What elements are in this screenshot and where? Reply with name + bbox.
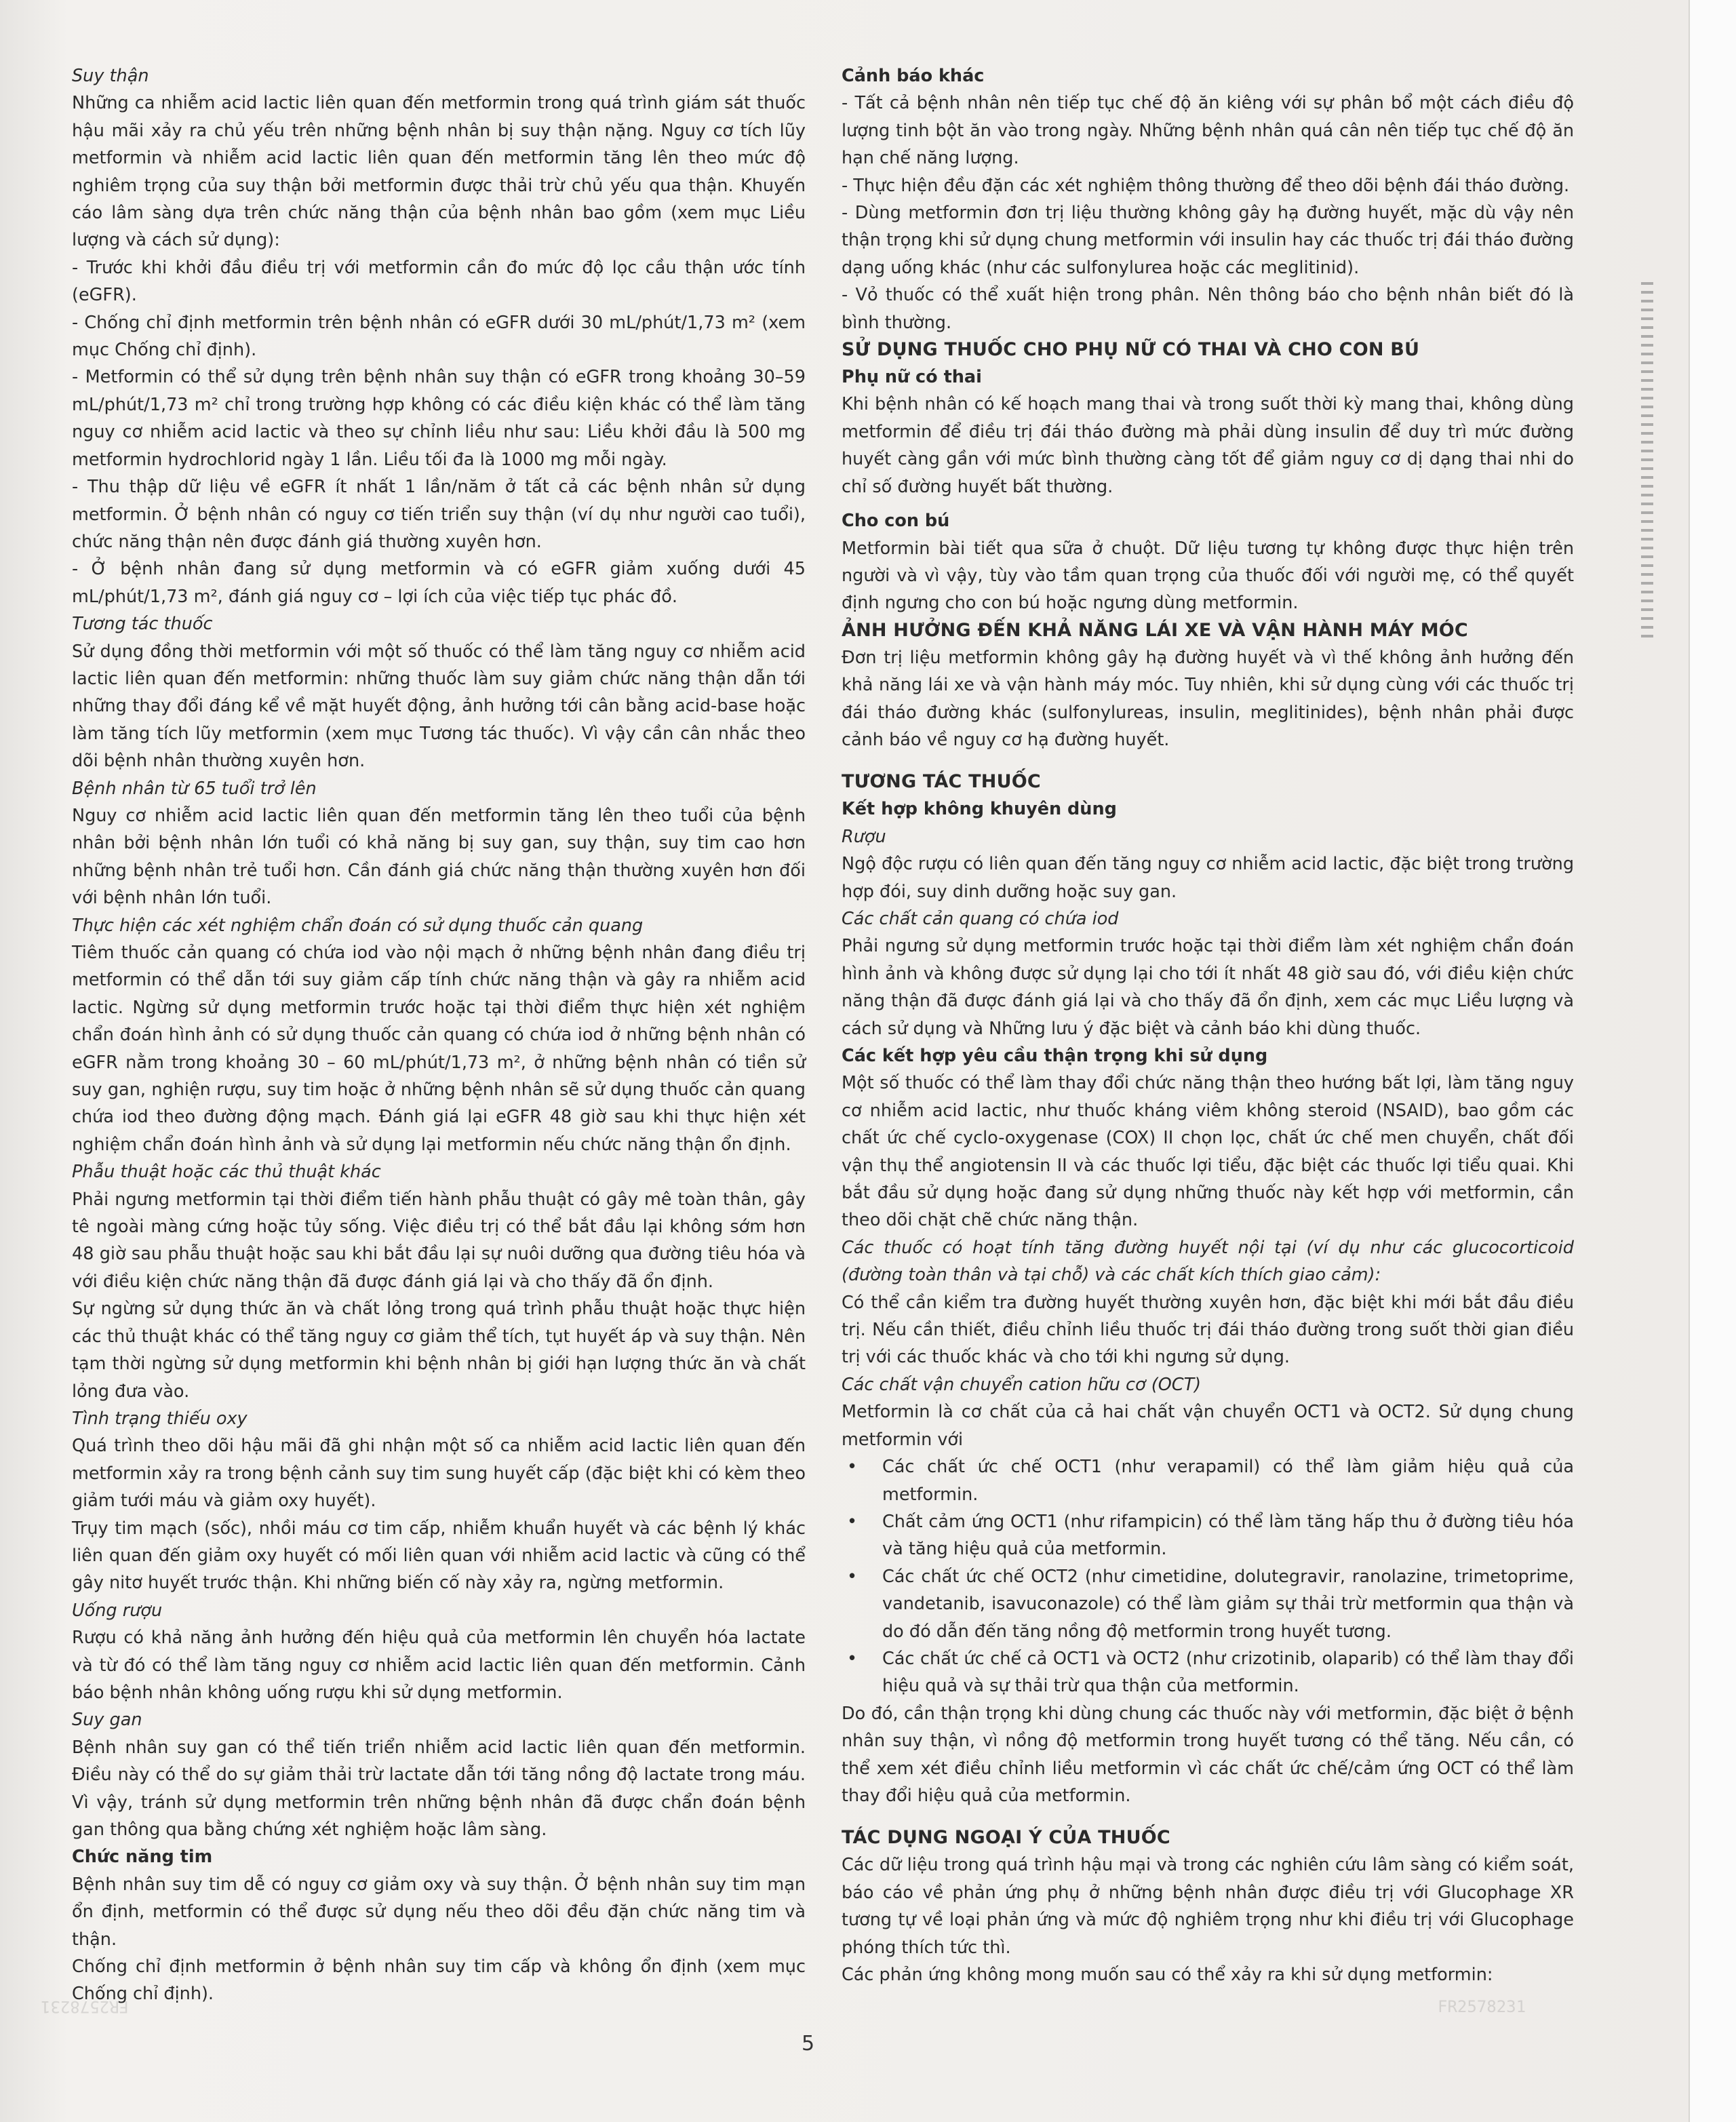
heading-uong-ruou: Uống rượu — [72, 1600, 163, 1621]
heading-chuc-nang-tim: Chức năng tim — [72, 1847, 213, 1868]
paragraph: Phải ngưng sử dụng metformin trước hoặc tại thời điểm làm xét nghiệm chẩn đoán hình ảnh và không được sử dụng lại cho tới ít nhất 48 giờ sau đó, với điều kiện chức năng thận đã được đánh giá lại và cho thấy đã ổn định, xem các mục Liều lượng và cách sử dụng và Những lưu ý đặc biệt và cảnh báo khi dùng thuốc. — [842, 936, 1574, 1039]
heading-can-quang-iod: Các chất cản quang có chứa iod — [842, 908, 1119, 929]
bullet-item — [842, 1563, 1574, 1645]
heading-cao-tuoi: Bệnh nhân từ 65 tuổi trở lên — [72, 778, 317, 799]
bullet-item — [842, 1508, 1574, 1563]
heading-tuong-tac: Tương tác thuốc — [72, 614, 213, 635]
bullet-text: Các chất ức chế OCT1 (như verapamil) có thể làm giảm hiệu quả của metformin. — [882, 1457, 1574, 1505]
paragraph: - Trước khi khởi đầu điều trị với metformin cần đo mức độ lọc cầu thận ước tính (eGFR). — [72, 257, 806, 306]
paragraph: Các phản ứng không mong muốn sau có thể xảy ra khi sử dụng metformin: — [842, 1965, 1493, 1985]
paragraph: - Thu thập dữ liệu về eGFR ít nhất 1 lần/năm ở tất cả các bệnh nhân sử dụng metformin. Ở bệnh nhân có nguy cơ tiến triển suy thận (ví dụ như người cao tuổi), chức năng thận nên được đánh giá thường xuyên hơn. — [72, 477, 806, 552]
paragraph: Khi bệnh nhân có kế hoạch mang thai và trong suốt thời kỳ mang thai, không dùng metformin để điều trị đái tháo đường mà phải dùng insulin để duy trì mức đường huyết càng gần với mức bình thường càng tốt để giảm nguy cơ dị dạng thai nhi do chỉ số đường huyết bất thường. — [842, 394, 1574, 497]
heading-ket-hop-khong-khuyen: Kết hợp không khuyên dùng — [842, 799, 1117, 820]
heading-phau-thuat: Phẫu thuật hoặc các thủ thuật khác — [72, 1162, 381, 1183]
section-title-tuong-tac: TƯƠNG TÁC THUỐC — [842, 771, 1041, 793]
heading-thieu-oxy: Tình trạng thiếu oxy — [72, 1408, 248, 1429]
paragraph: Ngộ độc rượu có liên quan đến tăng nguy cơ nhiễm acid lactic, đặc biệt trong trường hợp đói, suy dinh dưỡng hoặc suy gan. — [842, 854, 1574, 902]
paragraph: - Ở bệnh nhân đang sử dụng metformin và có eGFR giảm xuống dưới 45 mL/phút/1,73 m², đánh giá nguy cơ – lợi ích của việc tiếp tục phác đồ. — [72, 559, 806, 607]
paragraph: Nguy cơ nhiễm acid lactic liên quan đến metformin tăng lên theo tuổi của bệnh nhân bởi bệnh nhân lớn tuổi có khả năng bị suy gan, suy thận, suy tim cao hơn những bệnh nhân trẻ tuổi hơn. Cần đánh giá chức năng thận thường xuyên hơn đối với bệnh nhân lớn tuổi. — [72, 805, 806, 909]
paragraph: Những ca nhiễm acid lactic liên quan đến metformin trong quá trình giám sát thuốc hậu mãi xảy ra chủ yếu trên những bệnh nhân bị suy thận nặng. Nguy cơ tích lũy metformin và nhiễm acid lactic liên quan đến metformin tăng lên theo mức độ nghiêm trọng của suy thận bởi metformin được thải trừ chủ yếu qua thận. Khuyến cáo lâm sàng dựa trên chức năng thận của bệnh nhân bao gồm (xem mục Liều lượng và cách sử dụng): — [72, 93, 806, 251]
bullet-text: Các chất ức chế cả OCT1 và OCT2 (như crizotinib, olaparib) có thể làm thay đổi hiệu quả và sự thải trừ qua thận của metformin. — [882, 1648, 1574, 1697]
paragraph: Chống chỉ định metformin ở bệnh nhân suy tim cấp và không ổn định (xem mục Chống chỉ định). — [72, 1957, 806, 2005]
paragraph: Rượu có khả năng ảnh hưởng đến hiệu quả của metformin lên chuyển hóa lactate và từ đó có thể làm tăng nguy cơ nhiễm acid lactic liên quan đến metformin. Cảnh báo bệnh nhân không uống rượu khi sử dụng metformin. — [72, 1628, 806, 1703]
paragraph: Trụy tim mạch (sốc), nhồi máu cơ tim cấp, nhiễm khuẩn huyết và các bệnh lý khác liên quan đến giảm oxy huyết có mối liên quan với nhiễm acid lactic và cũng có thể gây nitơ huyết trước thận. Khi những biến cố này xảy ra, ngừng metformin. — [72, 1518, 806, 1594]
heading-can-quang: Thực hiện các xét nghiệm chẩn đoán có sử dụng thuốc cản quang — [72, 915, 644, 936]
ghost-code-left: FR2578231 — [41, 1997, 130, 2016]
paragraph: Có thể cần kiểm tra đường huyết thường xuyên hơn, đặc biệt khi mới bắt đầu điều trị. Nếu cần thiết, điều chỉnh liều thuốc trị đái tháo đường trong suốt thời gian điều trị với các thuốc khác và cho tới khi ngưng sử dụng. — [842, 1292, 1574, 1368]
left-column — [72, 62, 806, 2008]
heading-ruou: Rượu — [842, 826, 886, 847]
paragraph: Bệnh nhân suy gan có thể tiến triển nhiễm acid lactic liên quan đến metformin. Điều này có thể do sự giảm thải trừ lactate dẫn tới tăng nồng độ lactate trong máu. Vì vậy, tránh sử dụng metformin trên những bệnh nhân đã được chẩn đoán bệnh gan thông qua bằng chứng xét nghiệm hoặc lâm sàng. — [72, 1737, 806, 1840]
paragraph: Sử dụng đồng thời metformin với một số thuốc có thể làm tăng nguy cơ nhiễm acid lactic liên quan đến metformin: những thuốc làm suy giảm chức năng thận dẫn tới những thay đổi đáng kể về mặt huyết động, ảnh hưởng tới cân bằng acid-base hoặc làm tăng tích lũy metformin (xem mục Tương tác thuốc). Vì vậy cần cân nhắc theo dõi bệnh nhân thường xuyên hơn. — [72, 641, 806, 772]
paragraph: Một số thuốc có thể làm thay đổi chức năng thận theo hướng bất lợi, làm tăng nguy cơ nhiễm acid lactic, như thuốc kháng viêm không steroid (NSAID), bao gồm các chất ức chế cyclo-oxygenase (COX) II chọn lọc, chất ức chế men chuyển, chất đối vận thụ thể angiotensin II và các thuốc lợi tiểu, đặc biệt các thuốc lợi tiểu quai. Khi bắt đầu sử dụng hoặc đang sử dụng những thuốc này kết hợp với metformin, cần theo dõi chặt chẽ chức năng thận. — [842, 1073, 1574, 1231]
heading-cho-con-bu: Cho con bú — [842, 511, 950, 532]
ghost-code-right: FR2578231 — [1438, 1997, 1526, 2016]
heading-tang-duong-huyet: Các thuốc có hoạt tính tăng đường huyết nội tại (ví dụ như các glucocorticoid (đường toàn thân và tại chỗ) và các chất kích thích giao cảm): — [842, 1237, 1574, 1286]
paper-edge — [1689, 0, 1736, 2122]
paragraph: Các dữ liệu trong quá trình hậu mại và trong các nghiên cứu lâm sàng có kiểm soát, báo cáo về phản ứng phụ ở những bệnh nhân được điều trị với Glucophage XR tương tự về loại phản ứng và mức độ nghiêm trọng như khi điều trị với Glucophage phóng thích tức thì. — [842, 1855, 1574, 1958]
bullet-glyph: • — [847, 1511, 858, 1532]
bullet-glyph: • — [847, 1566, 858, 1587]
bullet-item — [842, 1645, 1574, 1700]
page-number: 5 — [802, 2032, 815, 2056]
paragraph: - Metformin có thể sử dụng trên bệnh nhân suy thận có eGFR trong khoảng 30–59 mL/phút/1,73 m² chỉ trong trường hợp không có các điều kiện khác có thể làm tăng nguy cơ nhiễm acid lactic và theo sự chỉnh liều như sau: Liều khởi đầu là 500 mg metformin hydrochlorid ngày 1 lần. Liều tối đa là 1000 mg mỗi ngày. — [72, 367, 806, 470]
paragraph: Metformin bài tiết qua sữa ở chuột. Dữ liệu tương tự không được thực hiện trên người và vì vậy, tùy vào tầm quan trọng của thuốc đối với người mẹ, có thể quyết định ngưng cho con bú hoặc ngưng dùng metformin. — [842, 538, 1574, 614]
heading-suy-than: Suy thận — [72, 66, 149, 86]
paragraph: Đơn trị liệu metformin không gây hạ đường huyết và vì thế không ảnh hưởng đến khả năng lái xe và vận hành máy móc. Tuy nhiên, khi sử dụng cùng với các thuốc trị đái tháo đường khác (sulfonylureas, insulin, meglitinides), bệnh nhân phải được cảnh báo về nguy cơ hạ đường huyết. — [842, 647, 1574, 750]
paragraph: Phải ngưng metformin tại thời điểm tiến hành phẫu thuật có gây mê toàn thân, gây tê ngoài màng cứng hoặc tủy sống. Việc điều trị có thể bắt đầu lại không sớm hơn 48 giờ sau phẫu thuật hoặc sau khi bắt đầu lại sự nuôi dưỡng qua đường tiêu hóa và với điều kiện chức năng thận đã được đánh giá lại và cho thấy đã ổn định. — [72, 1189, 806, 1292]
bullet-glyph: • — [847, 1457, 858, 1478]
bullet-glyph: • — [847, 1648, 858, 1669]
bullet-text: Các chất ức chế OCT2 (như cimetidine, dolutegravir, ranolazine, trimetoprime, vandetanib, isavuconazole) có thể làm giảm sự thải trừ metformin qua thận và do đó dẫn đến tăng nồng độ metformin trong huyết tương. — [882, 1566, 1574, 1642]
bullet-text: Chất cảm ứng OCT1 (như rifampicin) có thể làm tăng hấp thu ở đường tiêu hóa và tăng hiệu quả của metformin. — [882, 1511, 1574, 1560]
section-title-phu-nu: SỬ DỤNG THUỐC CHO PHỤ NỮ CÓ THAI VÀ CHO CON BÚ — [842, 339, 1420, 361]
heading-suy-gan: Suy gan — [72, 1710, 142, 1731]
paragraph: - Vỏ thuốc có thể xuất hiện trong phân. Nên thông báo cho bệnh nhân biết đó là bình thường. — [842, 285, 1574, 333]
heading-oct: Các chất vận chuyển cation hữu cơ (OCT) — [842, 1374, 1202, 1395]
paragraph: - Dùng metformin đơn trị liệu thường không gây hạ đường huyết, mặc dù vậy nên thận trọng khi sử dụng chung metformin với insulin hay các thuốc trị đái tháo đường dạng uống khác (như các sulfonylurea hoặc các meglitinid). — [842, 203, 1574, 278]
bullet-item — [842, 1453, 1574, 1508]
paragraph: Bệnh nhân suy tim dễ có nguy cơ giảm oxy và suy thận. Ở bệnh nhân suy tim mạn ổn định, metformin có thể được sử dụng nếu theo dõi đều đặn chức năng tim và thận. — [72, 1874, 806, 1950]
barcode-strip — [1641, 278, 1653, 637]
heading-ket-hop-than-trong: Các kết hợp yêu cầu thận trọng khi sử dụng — [842, 1046, 1268, 1066]
section-title-lai-xe: ẢNH HƯỞNG ĐẾN KHẢ NĂNG LÁI XE VÀ VẬN HÀNH MÁY MÓC — [842, 619, 1468, 641]
heading-phu-nu-co-thai: Phụ nữ có thai — [842, 367, 982, 388]
paragraph: Tiêm thuốc cản quang có chứa iod vào nội mạch ở những bệnh nhân đang điều trị metformin có thể dẫn tới suy giảm cấp tính chức năng thận và gây ra nhiễm acid lactic. Ngừng sử dụng metformin trước hoặc tại thời điểm thực hiện xét nghiệm chẩn đoán hình ảnh có sử dụng thuốc cản quang có chứa iod ở những bệnh nhân có eGFR nằm trong khoảng 30 – 60 mL/phút/1,73 m², ở những bệnh nhân có tiền sử suy gan, nghiện rượu, suy tim hoặc ở những bệnh nhân sẽ sử dụng thuốc cản quang chứa iod theo đường động mạch. Đánh giá lại eGFR 48 giờ sau khi thực hiện xét nghiệm chẩn đoán hình ảnh và sử dụng lại metformin nếu chức năng thận ổn định. — [72, 943, 806, 1155]
heading-canh-bao-khac: Cảnh báo khác — [842, 66, 985, 86]
paragraph: - Thực hiện đều đặn các xét nghiệm thông thường để theo dõi bệnh đái tháo đường. — [842, 175, 1570, 196]
paragraph: - Chống chỉ định metformin trên bệnh nhân có eGFR dưới 30 mL/phút/1,73 m² (xem mục Chống chỉ định). — [72, 312, 806, 361]
paragraph: - Tất cả bệnh nhân nên tiếp tục chế độ ăn kiêng với sự phân bổ một cách điều độ lượng tinh bột ăn vào trong ngày. Những bệnh nhân quá cân nên tiếp tục chế độ ăn hạn chế năng lượng. — [842, 93, 1574, 169]
right-column — [842, 62, 1574, 1988]
section-title-tac-dung: TÁC DỤNG NGOẠI Ý CỦA THUỐC — [842, 1827, 1170, 1849]
paragraph: Quá trình theo dõi hậu mãi đã ghi nhận một số ca nhiễm acid lactic liên quan đến metformin xảy ra trong bệnh cảnh suy tim sung huyết cấp (đặc biệt khi có kèm theo giảm tưới máu và giảm oxy huyết). — [72, 1436, 806, 1512]
paragraph: Do đó, cần thận trọng khi dùng chung các thuốc này với metformin, đặc biệt ở bệnh nhân suy thận, vì nồng độ metformin trong huyết tương có thể tăng. Nếu cần, có thể xem xét điều chỉnh liều metformin vì các chất ức chế/cảm ứng OCT có thể làm thay đổi hiệu quả của metformin. — [842, 1703, 1574, 1806]
paragraph: Metformin là cơ chất của cả hai chất vận chuyển OCT1 và OCT2. Sử dụng chung metformin với — [842, 1402, 1574, 1450]
paragraph: Sự ngừng sử dụng thức ăn và chất lỏng trong quá trình phẫu thuật hoặc thực hiện các thủ thuật khác có thể tăng nguy cơ giảm thể tích, tụt huyết áp và suy thận. Nên tạm thời ngừng sử dụng metformin khi bệnh nhân bị giới hạn lượng thức ăn và chất lỏng đưa vào. — [72, 1299, 806, 1402]
